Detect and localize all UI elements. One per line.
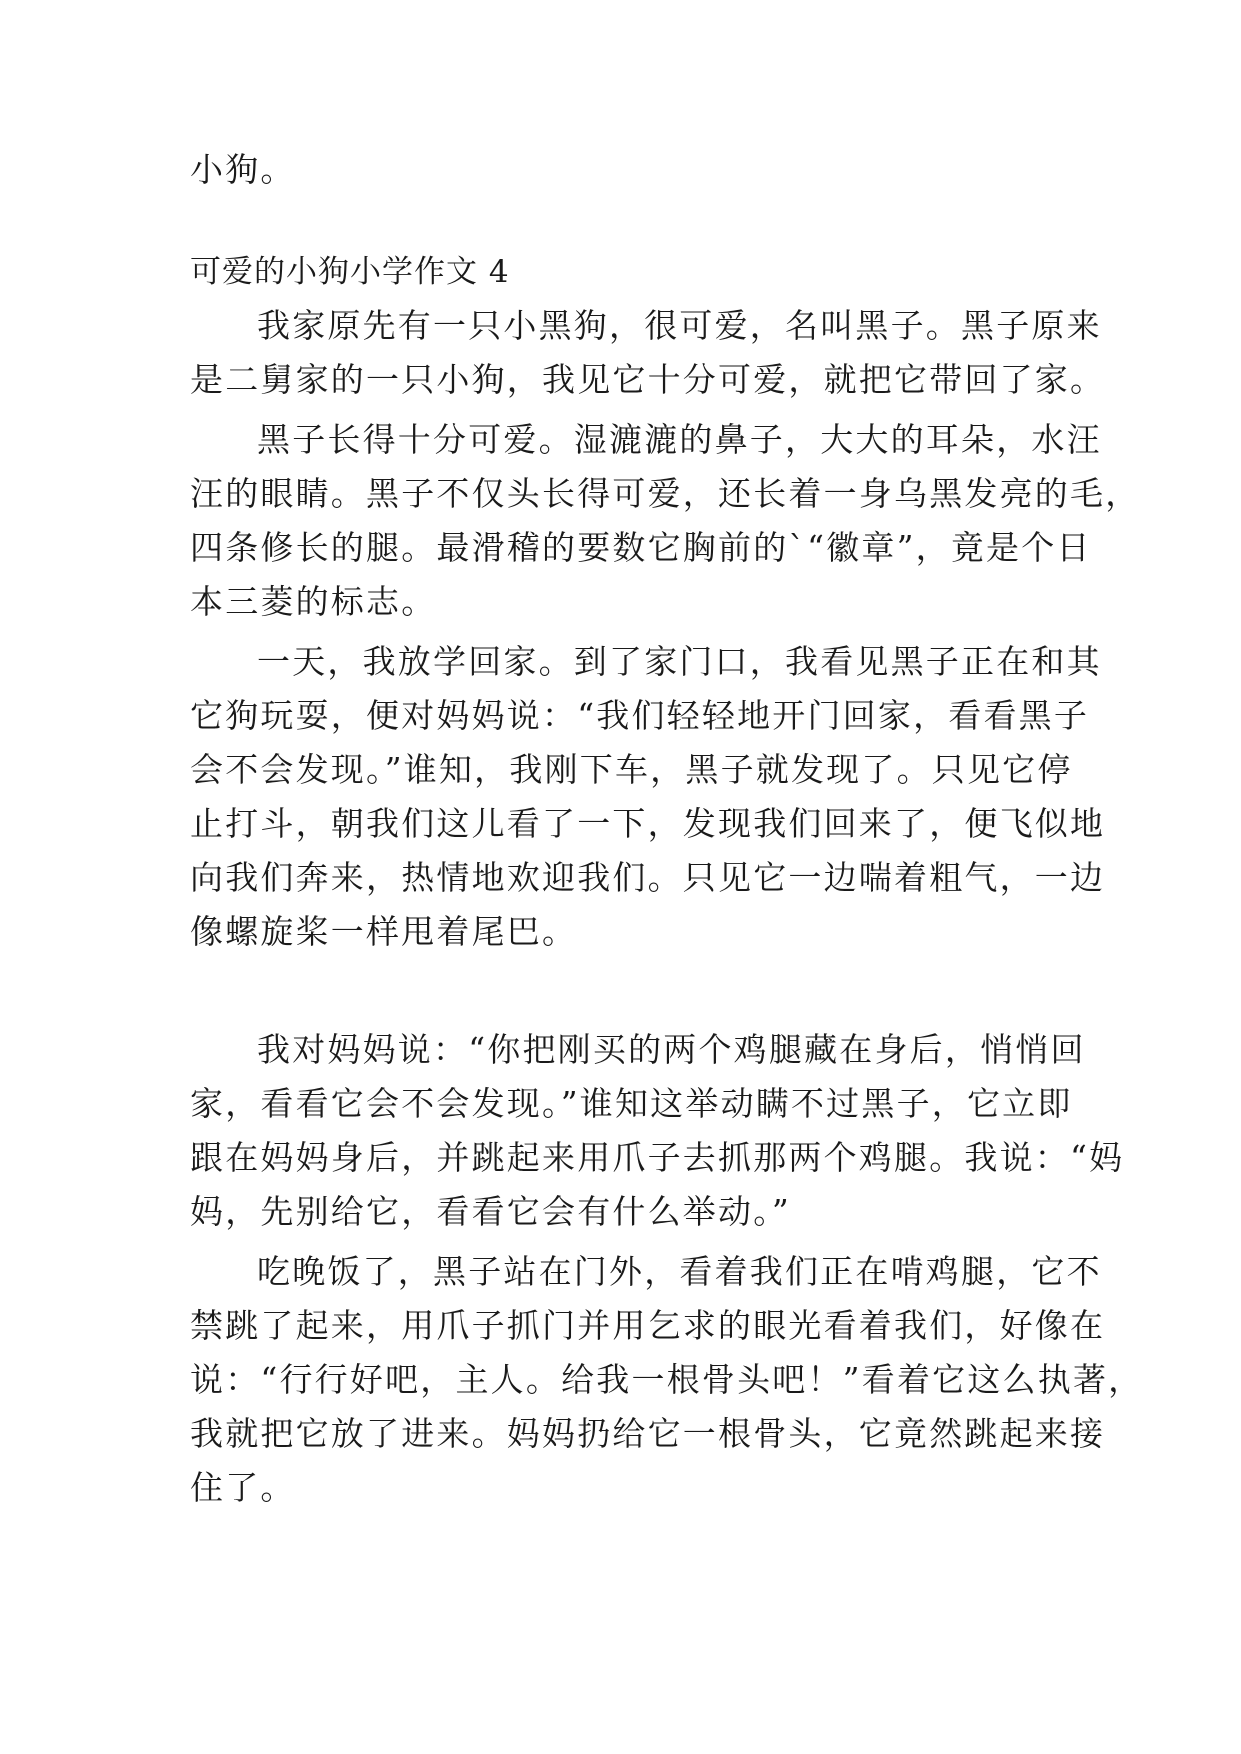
- paragraph-line: 黑子长得十分可爱。湿漉漉的鼻子，大大的耳朵，水汪: [257, 420, 1102, 459]
- paragraph-line: 我就把它放了进来。妈妈扔给它一根骨头，它竟然跳起来接: [190, 1414, 1106, 1453]
- paragraph-line: 一天，我放学回家。到了家门口，我看见黑子正在和其: [257, 642, 1102, 681]
- paragraph-line: 禁跳了起来，用爪子抓门并用乞求的眼光看着我们，好像在: [190, 1306, 1106, 1345]
- paragraph-line: 会不会发现。”谁知，我刚下车，黑子就发现了。只见它停: [190, 750, 1073, 789]
- essay-heading: 可爱的小狗小学作文 4: [190, 254, 510, 290]
- paragraph-line: 止打斗，朝我们这儿看了一下，发现我们回来了，便飞似地: [190, 804, 1106, 843]
- paragraph-line: 向我们奔来，热情地欢迎我们。只见它一边喘着粗气，一边: [190, 858, 1106, 897]
- paragraph-line: 家，看看它会不会发现。”谁知这举动瞒不过黑子，它立即: [190, 1084, 1073, 1123]
- paragraph-line: 像螺旋桨一样甩着尾巴。: [190, 912, 578, 951]
- paragraph-line: 吃晚饭了，黑子站在门外，看着我们正在啃鸡腿，它不: [257, 1252, 1102, 1291]
- paragraph-line: 跟在妈妈身后，并跳起来用爪子去抓那两个鸡腿。我说：“妈: [190, 1138, 1125, 1177]
- paragraph-line: 汪的眼睛。黑子不仅头长得可爱，还长着一身乌黑发亮的毛，: [190, 474, 1141, 513]
- paragraph-line: 它狗玩耍，便对妈妈说：“我们轻轻地开门回家，看看黑子: [190, 696, 1090, 735]
- paragraph-line: 本三菱的标志。: [190, 582, 437, 621]
- paragraph-line: 我家原先有一只小黑狗，很可爱，名叫黑子。黑子原来: [257, 306, 1102, 345]
- carryover-line: 小狗。: [190, 150, 296, 189]
- paragraph-line: 说：“行行好吧，主人。给我一根骨头吧！”看着它这么执著，: [190, 1360, 1144, 1399]
- paragraph-line: 我对妈妈说：“你把刚买的两个鸡腿藏在身后，悄悄回: [257, 1030, 1086, 1069]
- paragraph-line: 四条修长的腿。最滑稽的要数它胸前的`“徽章”，竟是个日: [190, 528, 1092, 567]
- paragraph-line: 住了。: [190, 1468, 296, 1507]
- paragraph-line: 妈，先别给它，看看它会有什么举动。”: [190, 1192, 791, 1231]
- paragraph-line: 是二舅家的一只小狗，我见它十分可爱，就把它带回了家。: [190, 360, 1106, 399]
